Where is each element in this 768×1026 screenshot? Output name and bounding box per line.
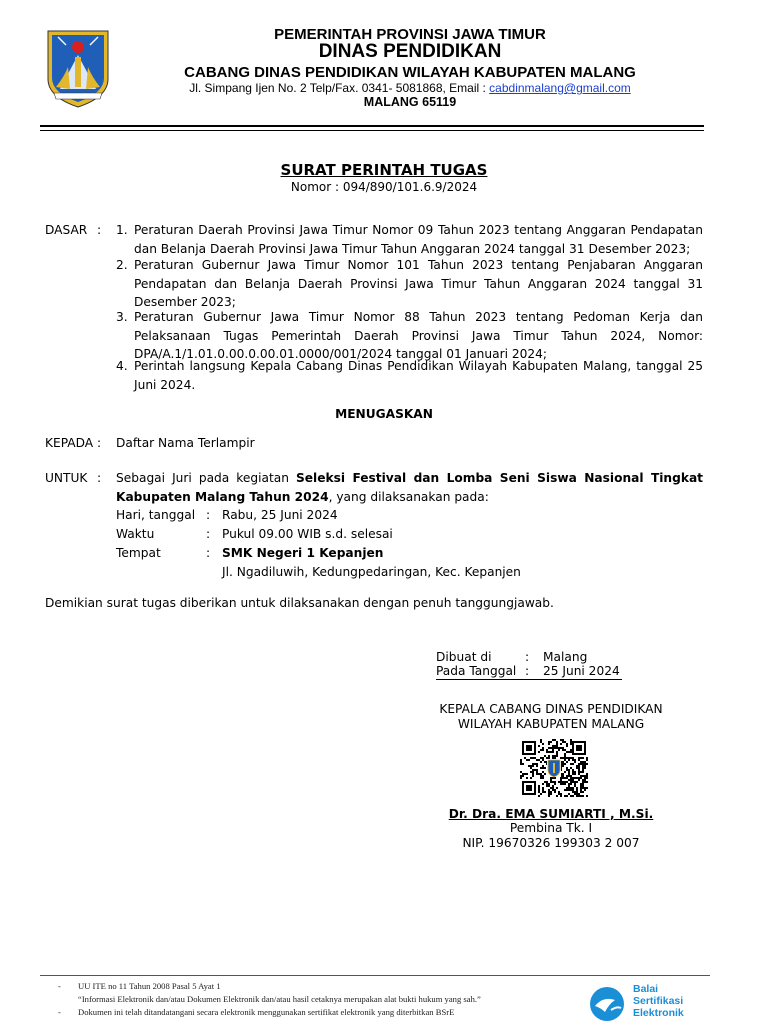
tanggal-row — [436, 662, 622, 680]
signer-name: Dr. Dra. EMA SUMIARTI , M.Si. — [448, 807, 654, 821]
province-emblem-logo — [44, 27, 112, 109]
tanggal-value: 25 Juni 2024 — [543, 664, 620, 678]
detail-time-value: Pukul 09.00 WIB s.d. selesai — [222, 527, 393, 541]
signer-position-line2: WILAYAH KABUPATEN MALANG — [457, 717, 645, 731]
dasar-colon: : — [97, 223, 102, 237]
detail-place-label: Tempat — [116, 546, 161, 560]
dasar-item-1-text: Peraturan Daerah Provinsi Jawa Timur Nomor 09 Tahun 2023 tentang Anggaran Pendapatan dan Belanja Daerah Provinsi Jawa Timur Tahun Anggaran 2024 tanggal 31 Desember 2023; — [134, 223, 703, 256]
detail-time-colon: : — [206, 527, 211, 541]
detail-time-label: Waktu — [116, 527, 155, 541]
letter-number: Nomor : 094/890/101.6.9/2024 — [290, 180, 478, 194]
bsre-text-line3: Elektronik — [633, 1007, 684, 1019]
untuk-colon: : — [97, 471, 102, 485]
dibuat-value: Malang — [543, 650, 588, 664]
kepada-value: Daftar Nama Terlampir — [116, 436, 255, 450]
detail-day-colon: : — [206, 508, 211, 522]
letter-title: SURAT PERINTAH TUGAS — [280, 161, 488, 179]
header-government: PEMERINTAH PROVINSI JAWA TIMUR — [274, 26, 546, 43]
dasar-item-2-text: Peraturan Gubernur Jawa Timur Nomor 101 Tahun 2023 tentang Penjabaran Anggaran Pendapatan dan Belanja Daerah Provinsi Jawa Timur Tahun Anggaran 2024 tanggal 31 Desember 2023; — [134, 258, 703, 309]
footer-divider — [40, 975, 710, 976]
closing-statement: Demikian surat tugas diberikan untuk dilaksanakan dengan penuh tanggungjawab. — [45, 596, 554, 610]
dibuat-label: Dibuat di — [436, 650, 492, 664]
bsre-logo-text — [633, 983, 684, 1019]
bsre-text-line2: Sertifikasi — [633, 995, 684, 1007]
header-divider-thin — [40, 130, 704, 131]
bsre-logo-icon — [585, 982, 631, 1022]
event-name: Seleksi Festival dan Lomba Seni Siswa Nasional Tingkat Kabupaten Malang Tahun 2024 — [116, 471, 703, 504]
untuk-text-pre: Sebagai Juri pada kegiatan — [116, 471, 297, 485]
footer-dash-2: - — [58, 1007, 61, 1017]
dibuat-colon: : — [525, 650, 530, 664]
header-divider-thick — [40, 125, 704, 127]
header-address — [110, 81, 710, 95]
header-branch: CABANG DINAS PENDIDIKAN WILAYAH KABUPATEN MALANG — [184, 64, 636, 81]
detail-day-label: Hari, tanggal — [116, 508, 196, 522]
untuk-text-post: , yang dilaksanakan pada: — [328, 489, 489, 504]
bsre-text-line1: Balai — [633, 983, 659, 995]
detail-place-value: SMK Negeri 1 Kepanjen — [222, 546, 384, 560]
detail-place-colon: : — [206, 546, 211, 560]
tanggal-label: Pada Tanggal — [436, 664, 517, 678]
qr-code-signature — [520, 739, 588, 797]
footer-law-quote: “Informasi Elektronik dan/atau Dokumen Elektronik dan/atau hasil cetaknya merupakan alat bukti hukum yang sah.” — [78, 994, 481, 1004]
dasar-item-4-number: 4. — [116, 359, 128, 373]
kepada-label: KEPADA : — [45, 436, 102, 450]
dasar-item-2-number: 2. — [116, 258, 128, 272]
dasar-item-3-text: Peraturan Gubernur Jawa Timur Nomor 88 Tahun 2023 tentang Pedoman Kerja dan Pelaksanaan Tugas Pemerintah Daerah Provinsi Jawa Timur Tahun 2024, Nomor: DPA/A.1/1.01.0.00.0.00.01.0000/001/2024 tanggal 01 Januari 2024; — [134, 310, 703, 361]
menugaskan-heading: MENUGASKAN — [335, 407, 433, 421]
signer-rank: Pembina Tk. I — [509, 821, 593, 835]
header-address-text: Jl. Simpang Ijen No. 2 Telp/Fax. 0341- 5081868, Email : — [189, 81, 490, 95]
detail-place-address: Jl. Ngadiluwih, Kedungpedaringan, Kec. Kepanjen — [222, 565, 521, 579]
header-city: MALANG 65119 — [363, 95, 457, 109]
header-department: DINAS PENDIDIKAN — [318, 41, 502, 62]
dasar-label: DASAR — [45, 223, 88, 237]
tanggal-colon: : — [525, 664, 530, 678]
signer-position-line1: KEPALA CABANG DINAS PENDIDIKAN — [439, 702, 663, 716]
untuk-label: UNTUK — [45, 471, 88, 485]
detail-day-value: Rabu, 25 Juni 2024 — [222, 508, 338, 522]
dasar-item-3-number: 3. — [116, 310, 128, 324]
dasar-item-1-number: 1. — [116, 223, 128, 237]
untuk-text — [116, 469, 703, 506]
header-email-link[interactable]: cabdinmalang@gmail.com — [489, 81, 631, 95]
footer-dash-1: - — [58, 981, 61, 991]
dasar-item-4-text: Perintah langsung Kepala Cabang Dinas Pendidikan Wilayah Kabupaten Malang, tanggal 25 Juni 2024. — [134, 359, 703, 392]
footer-law-reference: UU ITE no 11 Tahun 2008 Pasal 5 Ayat 1 — [78, 981, 221, 991]
footer-esign-note: Dokumen ini telah ditandatangani secara elektronik menggunakan sertifikat elektronik yang diterbitkan BSrE — [78, 1007, 455, 1017]
signer-nip: NIP. 19670326 199303 2 007 — [462, 836, 640, 850]
